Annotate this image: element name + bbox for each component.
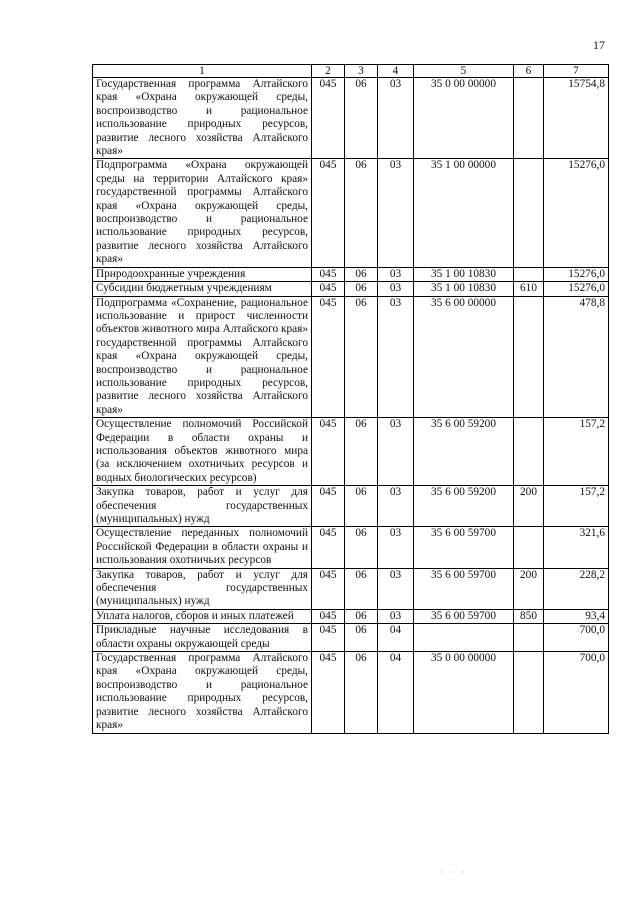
table-row	[93, 609, 609, 623]
row-subsection-code: 03	[378, 159, 414, 267]
header-col-3: 3	[345, 65, 378, 78]
row-amount: 157,2	[544, 418, 609, 486]
row-section-code: 06	[345, 282, 378, 296]
row-expense-type	[514, 78, 544, 159]
row-target-article: 35 1 00 10830	[414, 267, 514, 281]
header-col-6: 6	[514, 65, 544, 78]
table-row	[93, 282, 609, 296]
row-subsection-code: 03	[378, 609, 414, 623]
table-row	[93, 267, 609, 281]
row-amount: 157,2	[544, 486, 609, 527]
row-amount: 93,4	[544, 609, 609, 623]
row-name: Государственная программа Алтайского края «Охрана окружающей среды, воспроизводство и рациональное использование природных ресурсов, развитие лесного хозяйства Алтайского края»	[93, 652, 312, 733]
table-row	[93, 486, 609, 527]
row-subsection-code: 03	[378, 282, 414, 296]
row-name: Осуществление переданных полномочий Российской Федерации в области охраны и использования охотничьих ресурсов	[93, 527, 312, 568]
row-name: Закупка товаров, работ и услуг для обеспечения государственных (муниципальных) нужд	[93, 568, 312, 609]
row-amount: 321,6	[544, 527, 609, 568]
row-amount: 15754,8	[544, 78, 609, 159]
row-ministry-code: 045	[312, 486, 345, 527]
row-subsection-code: 03	[378, 78, 414, 159]
row-section-code: 06	[345, 568, 378, 609]
row-expense-type	[514, 652, 544, 733]
row-expense-type: 850	[514, 609, 544, 623]
table-row	[93, 78, 609, 159]
header-row	[93, 65, 609, 78]
row-name: Природоохранные учреждения	[93, 267, 312, 281]
table-row	[93, 568, 609, 609]
row-name: Государственная программа Алтайского края «Охрана окружающей среды, воспроизводство и рациональное использование природных ресурсов, развитие лесного хозяйства Алтайского края»	[93, 78, 312, 159]
row-subsection-code: 03	[378, 486, 414, 527]
row-expense-type	[514, 296, 544, 418]
page-number: 17	[593, 38, 605, 52]
row-target-article: 35 6 00 59200	[414, 486, 514, 527]
row-ministry-code: 045	[312, 282, 345, 296]
row-section-code: 06	[345, 652, 378, 733]
row-amount: 15276,0	[544, 267, 609, 281]
row-target-article: 35 6 00 59200	[414, 418, 514, 486]
row-ministry-code: 045	[312, 624, 345, 652]
row-section-code: 06	[345, 486, 378, 527]
row-section-code: 06	[345, 296, 378, 418]
row-amount: 228,2	[544, 568, 609, 609]
header-col-5: 5	[414, 65, 514, 78]
row-amount: 478,8	[544, 296, 609, 418]
row-section-code: 06	[345, 418, 378, 486]
table-row	[93, 652, 609, 733]
row-section-code: 06	[345, 609, 378, 623]
budget-table	[92, 64, 609, 734]
row-name: Подпрограмма «Охрана окружающей среды на территории Алтайского края» государственной программы Алтайского края «Охрана окружающей среды, воспроизводство и рациональное использование природных ресурсов, развитие лесного хозяйства Алтайского края»	[93, 159, 312, 267]
row-expense-type: 200	[514, 486, 544, 527]
header-col-7: 7	[544, 65, 609, 78]
row-expense-type	[514, 418, 544, 486]
row-target-article: 35 1 00 00000	[414, 159, 514, 267]
table-row	[93, 624, 609, 652]
row-section-code: 06	[345, 267, 378, 281]
row-ministry-code: 045	[312, 78, 345, 159]
row-amount: 700,0	[544, 624, 609, 652]
row-subsection-code: 04	[378, 624, 414, 652]
row-name: Осуществление полномочий Российской Федерации в области охраны и использования объектов животного мира (за исключением охотничьих ресурсов и водных биологических ресурсов)	[93, 418, 312, 486]
row-expense-type	[514, 267, 544, 281]
row-expense-type	[514, 527, 544, 568]
row-expense-type	[514, 624, 544, 652]
row-subsection-code: 03	[378, 527, 414, 568]
row-target-article: 35 0 00 00000	[414, 652, 514, 733]
table-row	[93, 527, 609, 568]
row-subsection-code: 03	[378, 267, 414, 281]
row-section-code: 06	[345, 78, 378, 159]
row-name: Уплата налогов, сборов и иных платежей	[93, 609, 312, 623]
row-section-code: 06	[345, 527, 378, 568]
row-name: Субсидии бюджетным учреждениям	[93, 282, 312, 296]
row-amount: 15276,0	[544, 159, 609, 267]
row-target-article: 35 6 00 59700	[414, 527, 514, 568]
row-ministry-code: 045	[312, 568, 345, 609]
row-subsection-code: 03	[378, 296, 414, 418]
row-ministry-code: 045	[312, 267, 345, 281]
row-target-article: 35 1 00 10830	[414, 282, 514, 296]
row-section-code: 06	[345, 624, 378, 652]
table-row	[93, 418, 609, 486]
row-subsection-code: 04	[378, 652, 414, 733]
row-target-article: 35 0 00 00000	[414, 78, 514, 159]
row-subsection-code: 03	[378, 418, 414, 486]
row-section-code: 06	[345, 159, 378, 267]
scan-specks: · ·· ·	[440, 868, 467, 877]
row-ministry-code: 045	[312, 652, 345, 733]
header-col-4: 4	[378, 65, 414, 78]
row-expense-type: 200	[514, 568, 544, 609]
row-ministry-code: 045	[312, 527, 345, 568]
row-ministry-code: 045	[312, 418, 345, 486]
header-col-2: 2	[312, 65, 345, 78]
row-target-article: 35 6 00 00000	[414, 296, 514, 418]
row-expense-type: 610	[514, 282, 544, 296]
row-ministry-code: 045	[312, 159, 345, 267]
row-expense-type	[514, 159, 544, 267]
row-ministry-code: 045	[312, 609, 345, 623]
row-name: Закупка товаров, работ и услуг для обеспечения государственных (муниципальных) нужд	[93, 486, 312, 527]
row-name: Подпрограмма «Сохранение, рациональное использование и прирост численности объектов животного мира Алтайского края» государственной программы Алтайского края «Охрана окружающей среды, воспроизводство и рациональное использование природных ресурсов, развитие лесного хозяйства Алтайского края»	[93, 296, 312, 418]
row-subsection-code: 03	[378, 568, 414, 609]
row-target-article	[414, 624, 514, 652]
row-ministry-code: 045	[312, 296, 345, 418]
header-col-1: 1	[93, 65, 312, 78]
row-name: Прикладные научные исследования в области охраны окружающей среды	[93, 624, 312, 652]
row-amount: 15276,0	[544, 282, 609, 296]
table-row	[93, 159, 609, 267]
row-target-article: 35 6 00 59700	[414, 609, 514, 623]
row-amount: 700,0	[544, 652, 609, 733]
table-row	[93, 296, 609, 418]
row-target-article: 35 6 00 59700	[414, 568, 514, 609]
